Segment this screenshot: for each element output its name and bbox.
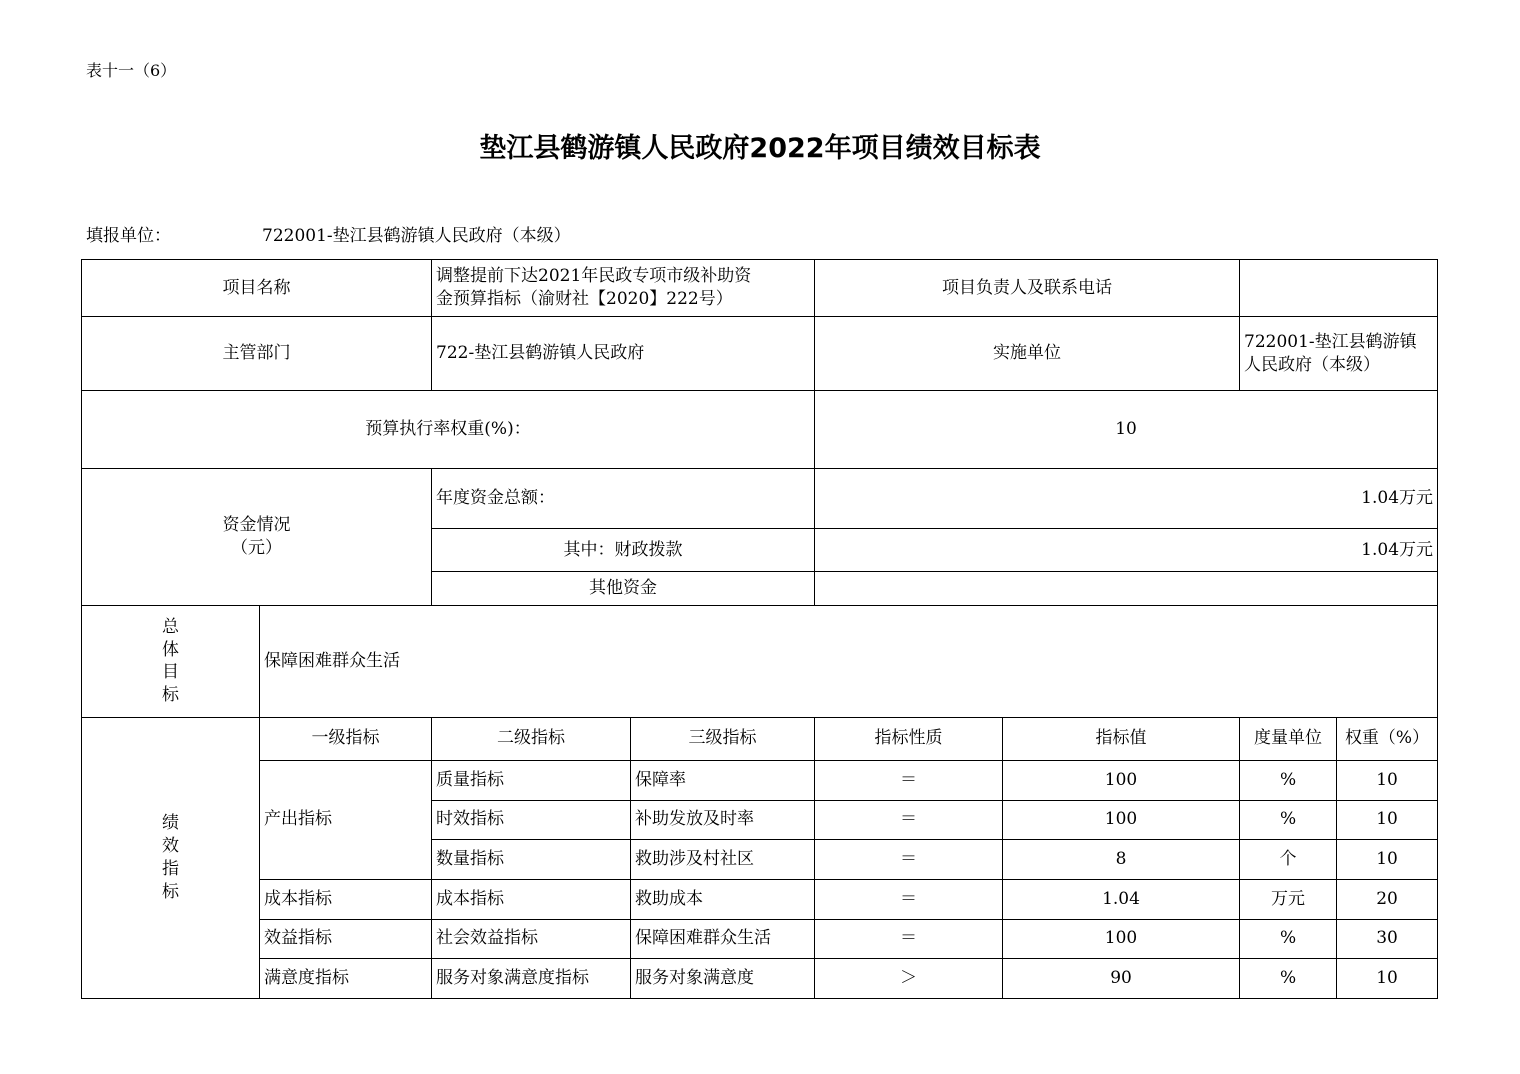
row-weight: 10 xyxy=(1337,958,1438,998)
row-value: 90 xyxy=(1003,958,1240,998)
table-row xyxy=(82,391,1438,469)
row-value: 1.04 xyxy=(1003,879,1240,919)
goal-label-char: 标 xyxy=(162,685,179,706)
reporting-unit-value: 722001-垫江县鹤游镇人民政府（本级） xyxy=(262,226,571,246)
funds-total-value: 1.04万元 xyxy=(815,469,1438,529)
table-row xyxy=(82,760,1438,800)
project-name-line2: 金预算指标（渝财社【2020】222号） xyxy=(436,289,733,310)
project-name-value xyxy=(432,260,815,317)
group-satisfaction: 满意度指标 xyxy=(260,958,432,998)
dept-value: 722-垫江县鹤游镇人民政府 xyxy=(432,317,815,391)
perf-label-char: 指 xyxy=(162,858,179,879)
table-row xyxy=(82,958,1438,998)
goal-label-char: 目 xyxy=(162,662,179,683)
table-row xyxy=(82,717,1438,760)
row-level2: 社会效益指标 xyxy=(432,919,631,958)
row-level3: 服务对象满意度 xyxy=(631,958,815,998)
row-level2: 成本指标 xyxy=(432,879,631,919)
group-benefit: 效益指标 xyxy=(260,919,432,958)
group-cost: 成本指标 xyxy=(260,879,432,919)
header-unit: 度量单位 xyxy=(1240,717,1337,760)
row-level2: 数量指标 xyxy=(432,839,631,879)
header-weight: 权重（%） xyxy=(1337,717,1438,760)
goal-label-char: 总 xyxy=(162,616,179,637)
row-level3: 补助发放及时率 xyxy=(631,800,815,839)
row-weight: 20 xyxy=(1337,879,1438,919)
header-value: 指标值 xyxy=(1003,717,1240,760)
goal-text: 保障困难群众生活 xyxy=(260,606,1438,717)
funds-label-line2: （元） xyxy=(231,538,282,559)
row-nature: ＝ xyxy=(815,919,1003,958)
row-level3: 救助涉及村社区 xyxy=(631,839,815,879)
perf-label xyxy=(82,717,260,998)
row-weight: 10 xyxy=(1337,800,1438,839)
funds-label-line1: 资金情况 xyxy=(222,515,291,536)
row-weight: 10 xyxy=(1337,839,1438,879)
funds-fiscal-value: 1.04万元 xyxy=(815,529,1438,572)
page-title: 垫江县鹤游镇人民政府2022年项目绩效目标表 xyxy=(479,133,1041,164)
contact-label: 项目负责人及联系电话 xyxy=(815,260,1240,317)
row-value: 8 xyxy=(1003,839,1240,879)
row-nature: ＝ xyxy=(815,800,1003,839)
row-value: 100 xyxy=(1003,800,1240,839)
row-level2: 质量指标 xyxy=(432,760,631,800)
row-unit: 万元 xyxy=(1240,879,1337,919)
row-weight: 10 xyxy=(1337,760,1438,800)
header-nature: 指标性质 xyxy=(815,717,1003,760)
row-level2: 时效指标 xyxy=(432,800,631,839)
budget-rate-label: 预算执行率权重(%)： xyxy=(82,391,815,469)
budget-rate-value: 10 xyxy=(815,391,1438,469)
goal-label-char: 体 xyxy=(162,639,179,660)
row-unit: % xyxy=(1240,958,1337,998)
row-level3: 保障率 xyxy=(631,760,815,800)
performance-target-table xyxy=(81,259,1438,999)
perf-label-char: 标 xyxy=(162,881,179,902)
perf-label-char: 效 xyxy=(162,835,179,856)
row-unit: % xyxy=(1240,800,1337,839)
table-row xyxy=(82,317,1438,391)
group-output: 产出指标 xyxy=(260,760,432,879)
funds-other-value xyxy=(815,572,1438,606)
contact-value xyxy=(1240,260,1438,317)
header-level3: 三级指标 xyxy=(631,717,815,760)
impl-line2: 人民政府（本级） xyxy=(1244,354,1381,375)
dept-label: 主管部门 xyxy=(82,317,432,391)
funds-fiscal-label: 其中：财政拨款 xyxy=(432,529,815,572)
goal-label xyxy=(82,606,260,717)
reporting-unit-label: 填报单位： xyxy=(86,226,171,246)
row-level3: 救助成本 xyxy=(631,879,815,919)
table-tag: 表十一（6） xyxy=(86,61,177,80)
table-row xyxy=(82,879,1438,919)
row-nature: ＞ xyxy=(815,958,1003,998)
row-nature: ＝ xyxy=(815,879,1003,919)
impl-line1: 722001-垫江县鹤游镇 xyxy=(1244,331,1417,352)
header-level1: 一级指标 xyxy=(260,717,432,760)
impl-label: 实施单位 xyxy=(815,317,1240,391)
table-row xyxy=(82,469,1438,529)
funds-total-label: 年度资金总额： xyxy=(432,469,815,529)
table-row xyxy=(82,919,1438,958)
header-level2: 二级指标 xyxy=(432,717,631,760)
row-value: 100 xyxy=(1003,760,1240,800)
row-value: 100 xyxy=(1003,919,1240,958)
row-level2: 服务对象满意度指标 xyxy=(432,958,631,998)
impl-value xyxy=(1240,317,1438,391)
row-unit: % xyxy=(1240,760,1337,800)
project-name-label: 项目名称 xyxy=(82,260,432,317)
table-row xyxy=(82,606,1438,717)
funds-label xyxy=(82,469,432,606)
row-level3: 保障困难群众生活 xyxy=(631,919,815,958)
row-nature: ＝ xyxy=(815,760,1003,800)
project-name-line1: 调整提前下达2021年民政专项市级补助资 xyxy=(436,266,752,287)
perf-label-char: 绩 xyxy=(162,812,179,833)
row-unit: % xyxy=(1240,919,1337,958)
row-weight: 30 xyxy=(1337,919,1438,958)
row-unit: 个 xyxy=(1240,839,1337,879)
table-row xyxy=(82,260,1438,317)
row-nature: ＝ xyxy=(815,839,1003,879)
funds-other-label: 其他资金 xyxy=(432,572,815,606)
